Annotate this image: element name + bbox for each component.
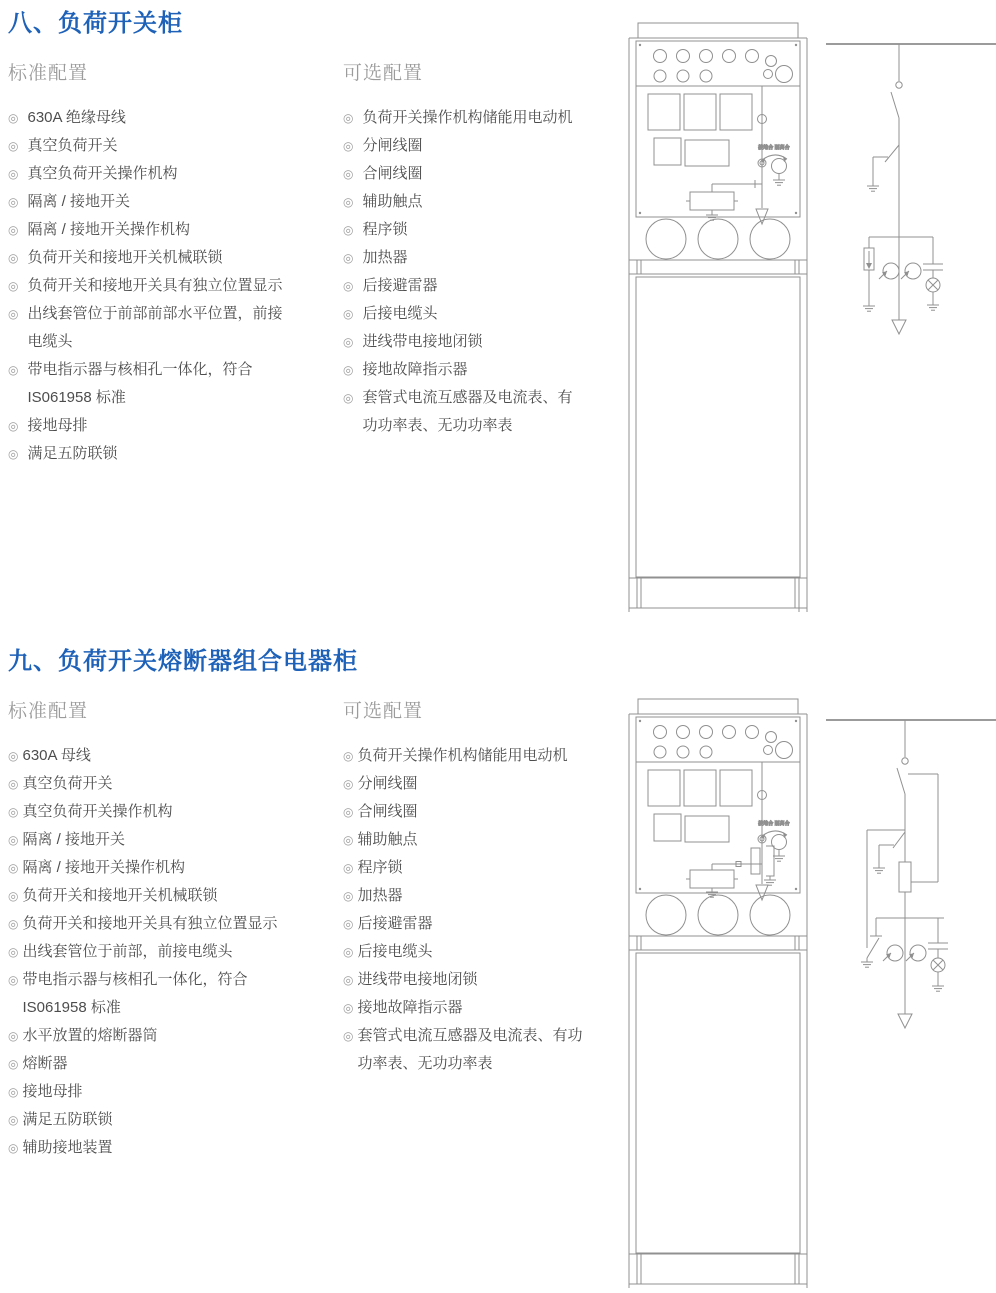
bullet-icon: ◎ xyxy=(343,805,354,819)
bullet-icon: ◎ xyxy=(8,111,19,125)
standard-config-list xyxy=(8,742,300,1162)
current-transformer-symbol xyxy=(887,945,903,961)
standard-config-list xyxy=(8,104,286,468)
bullet-icon: ◎ xyxy=(8,749,19,763)
config-list-item xyxy=(8,300,286,356)
config-item-text: 熔断器 xyxy=(22,1055,68,1072)
mimic-circuit-on-panel xyxy=(686,762,790,900)
config-list-item xyxy=(8,1106,300,1134)
panel-indicator-holes xyxy=(654,726,793,759)
config-list-item xyxy=(343,826,591,854)
config-list-item xyxy=(8,742,300,770)
cabinet-frame xyxy=(629,699,807,1288)
config-item-text: 630A 母线 xyxy=(22,747,91,764)
config-list-item xyxy=(343,938,591,966)
bullet-icon: ◎ xyxy=(343,861,354,875)
bullet-icon: ◎ xyxy=(343,139,354,153)
fuse-canister-symbol xyxy=(751,848,760,874)
config-list-item xyxy=(343,188,578,216)
outgoing-feeder-arrow xyxy=(898,1014,912,1028)
current-transformer-symbol xyxy=(910,945,926,961)
bullet-icon: ◎ xyxy=(8,1113,19,1127)
section-8-optional-column xyxy=(343,62,578,440)
config-list-item xyxy=(8,938,300,966)
config-list-item xyxy=(343,244,578,272)
bullet-icon: ◎ xyxy=(343,391,354,405)
lower-door-and-base xyxy=(629,277,807,612)
config-item-text: 真空负荷开关操作机构 xyxy=(27,165,178,182)
rotary-switch-label: 接地合 隔离合 xyxy=(758,145,790,151)
bullet-icon: ◎ xyxy=(343,777,354,791)
config-list-item xyxy=(343,1022,591,1078)
config-item-text: 程序锁 xyxy=(357,859,403,876)
bullet-icon: ◎ xyxy=(343,1029,354,1043)
config-list-item xyxy=(343,882,591,910)
config-item-text: 水平放置的熔断器筒 xyxy=(22,1027,158,1044)
config-item-text: 辅助触点 xyxy=(362,193,423,210)
config-item-text: 真空负荷开关操作机构 xyxy=(22,803,173,820)
config-list-item xyxy=(343,216,578,244)
config-item-text: 隔离 / 接地开关操作机构 xyxy=(22,859,185,876)
bullet-icon: ◎ xyxy=(343,195,354,209)
section-9-optional-column xyxy=(343,700,591,1078)
config-list-item xyxy=(343,966,591,994)
bullet-icon: ◎ xyxy=(8,223,19,237)
bullet-icon: ◎ xyxy=(343,223,354,237)
config-item-text: 负荷开关和接地开关具有独立位置显示 xyxy=(27,277,283,294)
section-9-title: 九、负荷开关熔断器组合电器柜 xyxy=(8,648,358,675)
config-item-text: 带电指示器与核相孔一体化，符合 IS061958 标准 xyxy=(22,971,248,1016)
config-list-item xyxy=(8,160,286,188)
lower-door-and-base xyxy=(629,953,807,1284)
config-item-text: 进线带电接地闭锁 xyxy=(362,333,483,350)
load-switch-symbol xyxy=(897,720,908,830)
config-item-text: 加热器 xyxy=(362,249,408,266)
bullet-icon: ◎ xyxy=(8,1057,19,1071)
config-item-text: 接地母排 xyxy=(22,1083,83,1100)
panel-windows xyxy=(648,770,752,842)
bullet-icon: ◎ xyxy=(8,363,19,377)
config-list-item xyxy=(8,272,286,300)
config-item-text: 分闸线圈 xyxy=(357,775,418,792)
config-item-text: 出线套管位于前部前部水平位置，前接电缆头 xyxy=(27,305,283,350)
bullet-icon: ◎ xyxy=(343,279,354,293)
section-8-title: 八、负荷开关柜 xyxy=(8,10,183,37)
config-item-text: 后接电缆头 xyxy=(362,305,438,322)
config-item-text: 程序锁 xyxy=(362,221,408,238)
fuse-symbol xyxy=(899,862,911,892)
config-list-item xyxy=(8,882,300,910)
config-item-text: 接地故障指示器 xyxy=(357,999,463,1016)
load-switch-symbol xyxy=(891,44,902,143)
config-item-text: 带电指示器与核相孔一体化，符合 IS061958 标准 xyxy=(27,361,253,406)
instrument-branch xyxy=(876,918,948,991)
optional-config-heading: 可选配置 xyxy=(343,701,424,722)
bullet-icon: ◎ xyxy=(8,889,19,903)
bullet-icon: ◎ xyxy=(343,251,354,265)
mimic-circuit-on-panel xyxy=(686,86,790,224)
config-list-item xyxy=(8,132,286,160)
config-item-text: 辅助接地装置 xyxy=(22,1139,113,1156)
config-list-item xyxy=(8,356,286,412)
config-list-item xyxy=(343,798,591,826)
config-list-item xyxy=(343,132,578,160)
config-list-item xyxy=(343,384,578,440)
bullet-icon: ◎ xyxy=(8,251,19,265)
bullet-icon: ◎ xyxy=(8,419,19,433)
config-list-item xyxy=(8,412,286,440)
bullet-icon: ◎ xyxy=(8,833,19,847)
config-item-text: 分闸线圈 xyxy=(362,137,423,154)
bullet-icon: ◎ xyxy=(8,973,19,987)
bullet-icon: ◎ xyxy=(343,363,354,377)
config-item-text: 630A 绝缘母线 xyxy=(27,109,126,126)
config-list-item xyxy=(8,1078,300,1106)
config-item-text: 出线套管位于前部，前接电缆头 xyxy=(22,943,233,960)
config-list-item xyxy=(8,826,300,854)
config-item-text: 隔离 / 接地开关操作机构 xyxy=(27,221,190,238)
config-list-item xyxy=(343,272,578,300)
bullet-icon: ◎ xyxy=(8,167,19,181)
config-item-text: 隔离 / 接地开关 xyxy=(27,193,130,210)
bullet-icon: ◎ xyxy=(8,805,19,819)
config-item-text: 隔离 / 接地开关 xyxy=(22,831,125,848)
config-item-text: 后接电缆头 xyxy=(357,943,433,960)
config-list-item xyxy=(343,994,591,1022)
optional-config-list xyxy=(343,104,578,440)
cable-bushing-band xyxy=(629,219,807,274)
config-item-text: 进线带电接地闭锁 xyxy=(357,971,478,988)
standard-config-heading: 标准配置 xyxy=(8,701,89,722)
bullet-icon: ◎ xyxy=(8,447,19,461)
cable-bushing-band xyxy=(629,895,807,950)
config-item-text: 后接避雷器 xyxy=(362,277,438,294)
config-list-item xyxy=(343,356,578,384)
bullet-icon: ◎ xyxy=(8,307,19,321)
cabinet-front-view-drawing xyxy=(628,22,808,614)
bullet-icon: ◎ xyxy=(8,945,19,959)
outgoing-feeder-arrow xyxy=(892,320,906,334)
optional-config-heading: 可选配置 xyxy=(343,63,424,84)
config-list-item xyxy=(8,770,300,798)
config-item-text: 负荷开关操作机构储能用电动机 xyxy=(362,109,573,126)
cabinet-frame xyxy=(629,23,807,612)
config-item-text: 接地故障指示器 xyxy=(362,361,468,378)
cabinet-front-view-drawing xyxy=(628,698,808,1290)
config-item-text: 套管式电流互感器及电流表、有功功率表、无功功率表 xyxy=(357,1027,583,1072)
config-item-text: 满足五防联锁 xyxy=(22,1111,113,1128)
config-list-item xyxy=(8,440,286,468)
bullet-icon: ◎ xyxy=(343,167,354,181)
config-item-text: 满足五防联锁 xyxy=(27,445,118,462)
config-list-item xyxy=(343,300,578,328)
config-item-text: 负荷开关操作机构储能用电动机 xyxy=(357,747,568,764)
panel-windows xyxy=(648,94,752,166)
config-list-item xyxy=(8,188,286,216)
bullet-icon: ◎ xyxy=(8,1141,19,1155)
bullet-icon: ◎ xyxy=(8,195,19,209)
bullet-icon: ◎ xyxy=(343,889,354,903)
config-item-text: 合闸线圈 xyxy=(362,165,423,182)
optional-config-list xyxy=(343,742,591,1078)
config-list-item xyxy=(8,1022,300,1050)
earthing-switch-symbol xyxy=(873,832,905,873)
config-list-item xyxy=(8,244,286,272)
instrument-branch xyxy=(863,237,943,311)
bullet-icon: ◎ xyxy=(343,917,354,931)
bullet-icon: ◎ xyxy=(8,861,19,875)
config-item-text: 后接避雷器 xyxy=(357,915,433,932)
config-item-text: 负荷开关和接地开关具有独立位置显示 xyxy=(22,915,278,932)
config-item-text: 合闸线圈 xyxy=(357,803,418,820)
config-list-item xyxy=(8,104,286,132)
config-item-text: 套管式电流互感器及电流表、有功功率表、无功功率表 xyxy=(362,389,573,434)
bullet-icon: ◎ xyxy=(343,335,354,349)
bullet-icon: ◎ xyxy=(343,307,354,321)
bullet-icon: ◎ xyxy=(8,1085,19,1099)
bullet-icon: ◎ xyxy=(343,973,354,987)
config-item-text: 加热器 xyxy=(357,887,403,904)
config-item-text: 接地母排 xyxy=(27,417,88,434)
config-list-item xyxy=(343,328,578,356)
config-list-item xyxy=(8,1050,300,1078)
bullet-icon: ◎ xyxy=(343,1001,354,1015)
bullet-icon: ◎ xyxy=(343,945,354,959)
section-8-standard-column xyxy=(8,62,286,468)
config-list-item xyxy=(343,910,591,938)
config-list-item xyxy=(343,104,578,132)
earthing-switch-symbol xyxy=(867,145,899,191)
config-item-text: 负荷开关和接地开关机械联锁 xyxy=(27,249,223,266)
config-list-item xyxy=(343,160,578,188)
config-list-item xyxy=(8,966,300,1022)
single-line-circuit-diagram xyxy=(826,710,996,1052)
bullet-icon: ◎ xyxy=(8,917,19,931)
panel-indicator-holes xyxy=(654,50,793,83)
section-9-standard-column xyxy=(8,700,300,1162)
lower-earthing-switch-symbol xyxy=(861,830,905,967)
config-list-item xyxy=(8,1134,300,1162)
bullet-icon: ◎ xyxy=(343,833,354,847)
standard-config-heading: 标准配置 xyxy=(8,63,89,84)
bullet-icon: ◎ xyxy=(8,279,19,293)
config-list-item xyxy=(8,798,300,826)
config-item-text: 真空负荷开关 xyxy=(27,137,118,154)
config-list-item xyxy=(8,854,300,882)
bullet-icon: ◎ xyxy=(343,749,354,763)
config-item-text: 真空负荷开关 xyxy=(22,775,113,792)
bullet-icon: ◎ xyxy=(8,139,19,153)
config-list-item xyxy=(8,216,286,244)
config-list-item xyxy=(343,854,591,882)
bullet-icon: ◎ xyxy=(8,1029,19,1043)
config-list-item xyxy=(343,770,591,798)
rotary-switch-label: 接地合 隔离合 xyxy=(758,821,790,827)
config-item-text: 负荷开关和接地开关机械联锁 xyxy=(22,887,218,904)
config-list-item xyxy=(343,742,591,770)
fuse-bypass-line xyxy=(908,774,938,882)
bullet-icon: ◎ xyxy=(8,777,19,791)
single-line-circuit-diagram xyxy=(826,36,996,344)
bullet-icon: ◎ xyxy=(343,111,354,125)
current-transformer-symbol xyxy=(883,263,899,279)
config-item-text: 辅助触点 xyxy=(357,831,418,848)
config-list-item xyxy=(8,910,300,938)
current-transformer-symbol xyxy=(905,263,921,279)
